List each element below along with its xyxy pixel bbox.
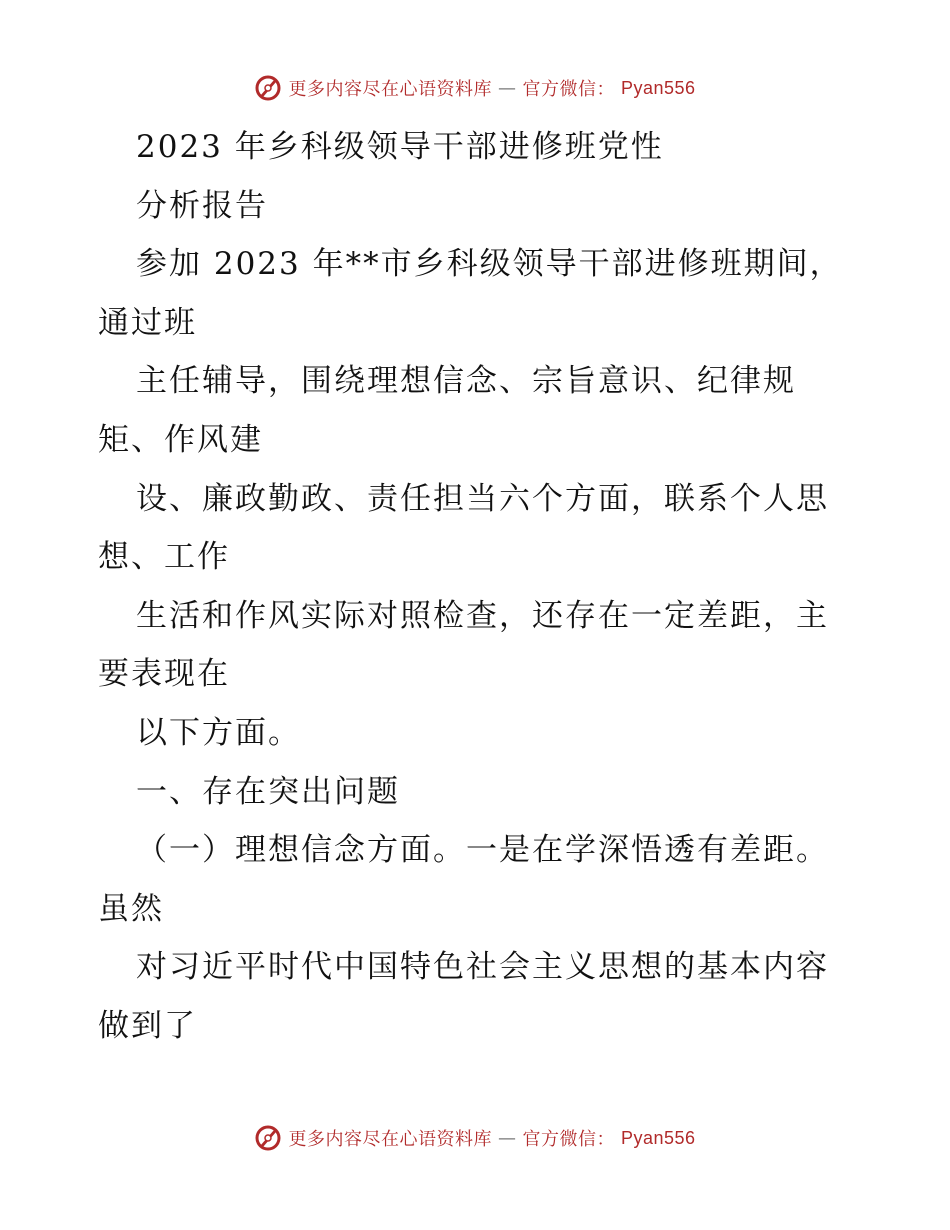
doc-line: 主任辅导，围绕理想信念、宗旨意识、纪律规: [136, 363, 796, 400]
doc-line: 通过班: [98, 304, 197, 341]
doc-line: 生活和作风实际对照检查，还存在一定差距，主: [136, 597, 829, 634]
quill-logo-icon: [254, 1124, 282, 1152]
doc-line: 想、工作: [98, 539, 230, 576]
doc-line: 以下方面。: [136, 714, 301, 751]
watermark-wechat-label: 官方微信：: [522, 79, 615, 100]
watermark-wechat-id: Pyan556: [620, 77, 696, 98]
watermark-text: 更多内容尽在心语资料库: [288, 1129, 492, 1150]
quill-logo-icon: [254, 74, 282, 102]
doc-line: 矩、作风建: [98, 421, 263, 458]
doc-line: 参加 2023 年**市乡科级领导干部进修班期间，: [136, 246, 843, 283]
doc-line: 设、廉政勤政、责任担当六个方面，联系个人思: [136, 480, 829, 517]
doc-line: 虽然: [98, 890, 164, 927]
doc-line: 做到了: [98, 1007, 197, 1044]
watermark-separator: —: [497, 1127, 517, 1149]
header-watermark: [0, 74, 950, 102]
watermark-text: 更多内容尽在心语资料库: [288, 79, 492, 100]
document-body: [98, 118, 868, 1056]
doc-line: 分析报告: [136, 187, 268, 224]
doc-line: （一）理想信念方面。一是在学深悟透有差距。: [136, 832, 829, 869]
footer-watermark: [0, 1124, 950, 1152]
doc-line: 2023 年乡科级领导干部进修班党性: [136, 129, 664, 165]
doc-line: 一、存在突出问题: [136, 773, 400, 810]
watermark-wechat-label: 官方微信：: [522, 1129, 615, 1150]
doc-line: 要表现在: [98, 656, 230, 693]
watermark-separator: —: [497, 77, 517, 99]
watermark-wechat-id: Pyan556: [620, 1127, 696, 1148]
doc-line: 对习近平时代中国特色社会主义思想的基本内容: [136, 949, 829, 986]
